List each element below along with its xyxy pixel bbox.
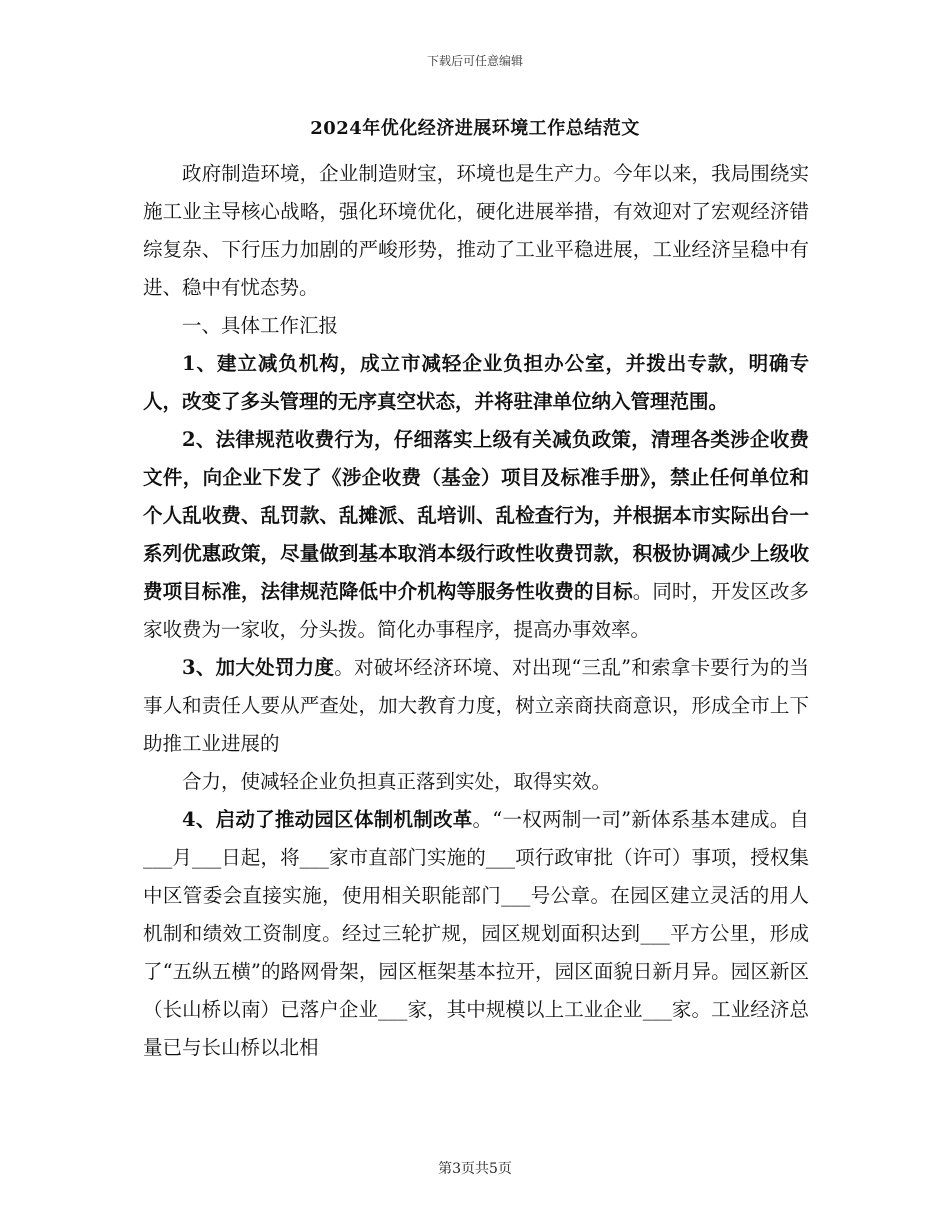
section-heading: 一、具体工作汇报 (182, 314, 339, 337)
page-header-note: 下载后可任意编辑 (426, 54, 523, 68)
document-title: 2024年优化经济进展环境工作总结范文 (310, 118, 640, 139)
document-body (143, 155, 809, 1067)
item-3-continuation: 合力，使减轻企业负担真正落到实处，取得实效。 (182, 770, 612, 793)
item-4-text: 。“一权两制一司”新体系基本建成。自___月___日起，将___家市直部门实施的___项行政审批（许可）事项，授权集中区管委会直接实施，使用相关职能部门___号公章。在园区建立灵活的用人机制和绩效工资制度。经过三轮扩规，园区规划面积达到___平方公里，形成了“五纵五横”的路网骨架，园区框架基本拉开，园区面貌日新月异。园区新区（长山桥以南）已落户企业___家，其中规模以上工业企业___家。工业经济总量已与长山桥以北相 (143, 808, 809, 1059)
item-2-paragraph (143, 421, 809, 649)
item-3-paragraph (143, 649, 809, 763)
item-2-text: 。同时，开发区改多家收费为一家收，分头拨。简化办事程序，提高办事效率。 (143, 580, 809, 641)
item-3-bold-text: 3、加大处罚力度 (182, 656, 335, 679)
item-4-paragraph (143, 801, 809, 1067)
item-2-bold-text: 2、法律规范收费行为，仔细落实上级有关减负政策，清理各类涉企收费文件，向企业下发了《涉企收费（基金）项目及标准手册》，禁止任何单位和个人乱收费、乱罚款、乱摊派、乱培训、乱检查行为，并根据本市实际出台一系列优惠政策，尽量做到基本取消本级行政性收费罚款，积极协调减少上级收费项目标准，法律规范降低中介机构等服务性收费的目标 (143, 428, 809, 603)
page-number: 第3页共5页 (438, 1161, 512, 1177)
item-4-bold-text: 4、启动了推动园区体制机制改革 (182, 808, 473, 831)
intro-paragraph: 政府制造环境，企业制造财宝，环境也是生产力。今年以来，我局围绕实施工业主导核心战略，强化环境优化，硬化进展举措，有效迎对了宏观经济错综复杂、下行压力加剧的严峻形势，推动了工业平稳进展，工业经济呈稳中有进、稳中有忧态势。 (143, 162, 809, 299)
item-3-text: 。对破坏经济环境、对出现“三乱”和索拿卡要行为的当事人和责任人要从严查处，加大教育力度，树立亲商扶商意识，形成全市上下助推工业进展的 (143, 656, 809, 755)
item-1-paragraph: 1、建立减负机构，成立市减轻企业负担办公室，并拨出专款，明确专人，改变了多头管理的无序真空状态，并将驻津单位纳入管理范围。 (143, 352, 809, 413)
